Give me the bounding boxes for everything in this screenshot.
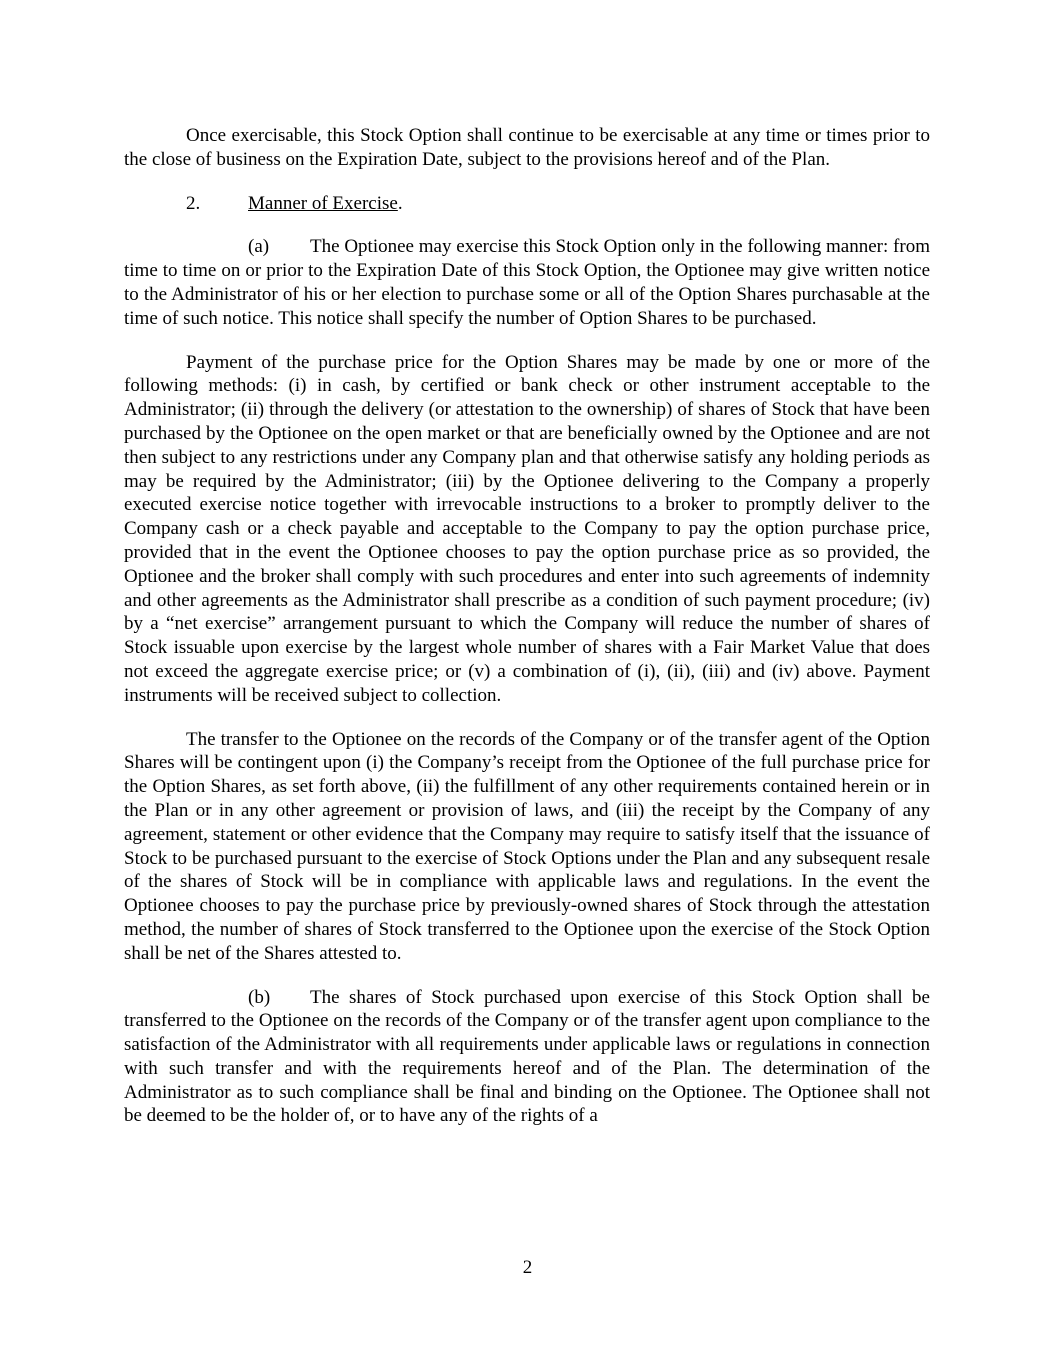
- section-title: Manner of Exercise: [248, 192, 398, 214]
- paragraph-a: [124, 235, 930, 330]
- paragraph-b: [124, 986, 930, 1129]
- paragraph-a-label: (a): [248, 236, 270, 258]
- paragraph-b-label: (b): [248, 986, 271, 1008]
- paragraph-transfer: The transfer to the Optionee on the records of the Company or of the transfer agent of the Option Shares will be contingent upon (i) the Company’s receipt from the Optionee of the full purchase price for the Option Shares, as set forth above, (ii) the fulfillment of any other requirements contained herein or in the Plan or in any other agreement or provision of laws, and (iii) the receipt by the Company of any agreement, statement or other evidence that the Company may require to satisfy itself that the issuance of Stock to be purchased pursuant to the exercise of Stock Options under the Plan and any subsequent resale of the shares of Stock will be in compliance with applicable laws and regulations. In the event the Optionee chooses to pay the purchase price by previously-owned shares of Stock through the attestation method, the number of shares of Stock transferred to the Optionee upon the exercise of the Stock Option shall be net of the Shares attested to.: [124, 728, 930, 964]
- paragraph-b-text: The shares of Stock purchased upon exercise of this Stock Option shall be transferred to the Optionee on the records of the Company or of the transfer agent upon compliance to the satisfaction of the Administrator with all requirements under applicable laws or regulations in connection with such transfer and with the requirements hereof and of the Plan. The determination of the Administrator as to such compliance shall be final and binding on the Optionee. The Optionee shall not be deemed to be the holder of, or to have any of the rights of a: [124, 986, 930, 1127]
- page-number: 2: [522, 1257, 533, 1278]
- section-number: 2.: [186, 192, 201, 214]
- paragraph-payment-methods: Payment of the purchase price for the Option Shares may be made by one or more of the following methods: (i) in cash, by certified or bank check or other instrument acceptable to the Administrator; (ii) through the delivery (or attestation to the ownership) of shares of Stock that have been purchased by the Optionee on the open market or that are beneficially owned by the Optionee and are not then subject to any restrictions under any Company plan and that otherwise satisfy any holding periods as may be required by the Administrator; (iii) by the Optionee delivering to the Company a properly executed exercise notice together with irrevocable instructions to a broker to promptly deliver to the Company cash or a check payable and acceptable to the Company to pay the option purchase price, provided that in the event the Optionee chooses to pay the option purchase price as so provided, the Optionee and the broker shall comply with such procedures and enter into such agreements of indemnity and other agreements as the Administrator shall prescribe as a condition of such payment procedure; (iv) by a “net exercise” arrangement pursuant to which the Company will reduce the number of shares of Stock issuable upon exercise by the largest whole number of shares with a Fair Market Value that does not exceed the aggregate exercise price; or (v) a combination of (i), (ii), (iii) and (iv) above. Payment instruments will be received subject to collection.: [124, 351, 930, 706]
- paragraph-exercisable: Once exercisable, this Stock Option shall continue to be exercisable at any time or times prior to the close of business on the Expiration Date, subject to the provisions hereof and of the Plan.: [124, 125, 930, 170]
- section-title-period: .: [397, 192, 403, 214]
- section-heading-manner-of-exercise: [186, 192, 930, 216]
- paragraph-a-text: The Optionee may exercise this Stock Option only in the following manner: from time to time on or prior to the Expiration Date of this Stock Option, the Optionee may give written notice to the Administrator of his or her election to purchase some or all of the Option Shares purchasable at the time of such notice. This notice shall specify the number of Option Shares to be purchased.: [124, 236, 930, 329]
- document-body: [124, 124, 930, 1148]
